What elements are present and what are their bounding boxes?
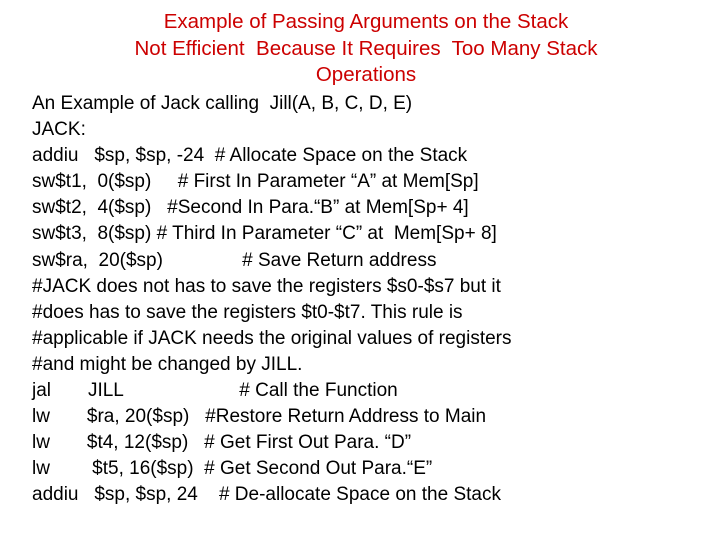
comment-line: #JACK does not has to save the registers $s0-$s7 but it (32, 275, 501, 297)
code-line: addiu $sp, $sp, 24 # De-allocate Space on the Stack (32, 484, 501, 506)
code-label-jack: JACK: (32, 119, 86, 141)
code-line: sw$t3, 8($sp) # Third In Parameter “C” at Mem[Sp+ 8] (32, 223, 497, 245)
comment-line: #applicable if JACK needs the original values of registers (32, 327, 512, 349)
code-line: lw $t5, 16($sp) # Get Second Out Para.“E” (32, 458, 433, 480)
code-line: sw$ra, 20($sp) # Save Return address (32, 249, 437, 271)
comment-line: #does has to save the registers $t0-$t7. This rule is (32, 301, 463, 323)
code-line: lw $t4, 12($sp) # Get First Out Para. “D” (32, 432, 412, 454)
code-line: sw$t1, 0($sp) # First In Parameter “A” at Mem[Sp] (32, 171, 479, 193)
title-line: Example of Passing Arguments on the Stack (163, 10, 569, 33)
code-line: sw$t2, 4($sp) #Second In Para.“B” at Mem[Sp+ 4] (32, 197, 469, 219)
slide-title (0, 9, 720, 89)
comment-line: #and might be changed by JILL. (32, 353, 303, 375)
title-line: Operations (315, 63, 417, 86)
code-line: jal JILL # Call the Function (32, 380, 398, 402)
code-line: lw $ra, 20($sp) #Restore Return Address to Main (32, 406, 487, 428)
intro-line: An Example of Jack calling Jill(A, B, C, D, E) (32, 93, 413, 114)
code-line: addiu $sp, $sp, -24 # Allocate Space on the Stack (32, 145, 468, 167)
slide-body (32, 91, 512, 509)
title-line: Not Efficient Because It Requires Too Many Stack (134, 36, 598, 60)
